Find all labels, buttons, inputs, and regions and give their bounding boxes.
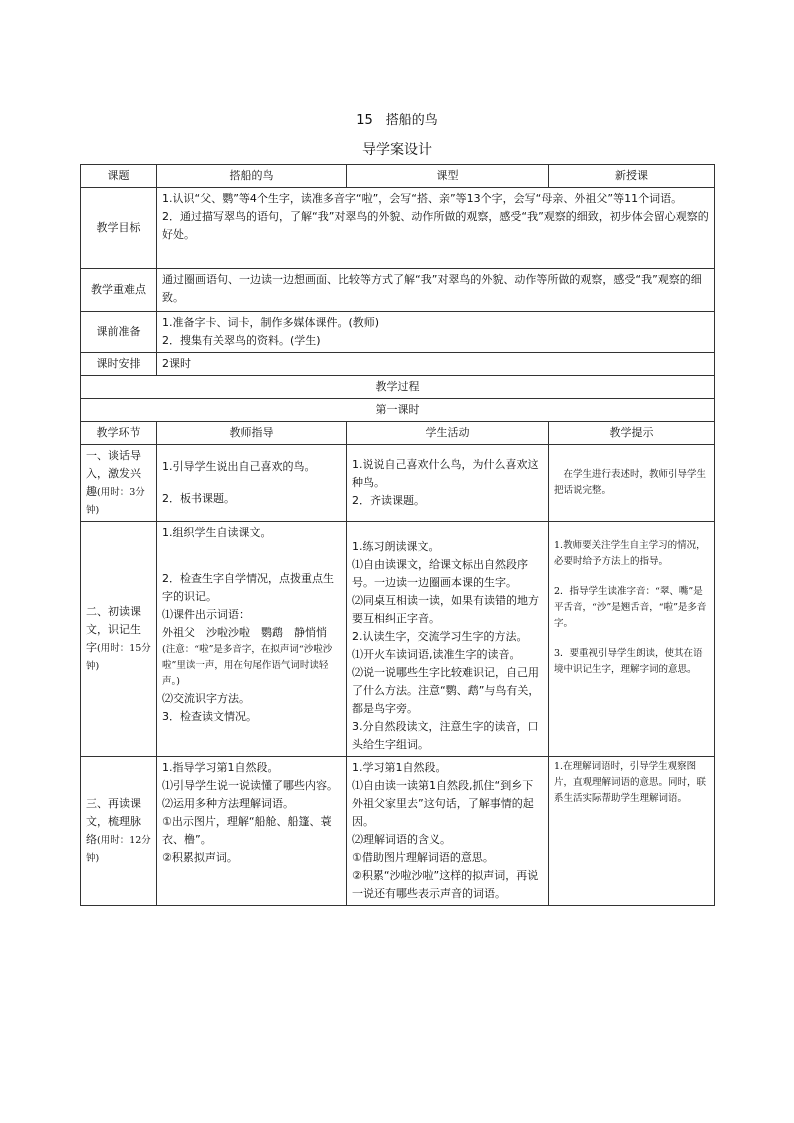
- table-row: [81, 445, 715, 522]
- stage-cell: [81, 522, 157, 757]
- column-header: 教学提示: [549, 422, 715, 445]
- student-line: 3.分自然段读文，注意生字的读音，口头给生字组词。: [352, 720, 539, 751]
- tip-line: 2．指导学生读准字音：“翠、嘴”是平舌音，“沙”是翘舌音，“啦”是多音字。: [554, 586, 707, 629]
- teacher-line: ②积累拟声词。: [162, 851, 238, 864]
- schedule-label: 课时安排: [81, 353, 157, 376]
- teacher-line: ⑴引导学生说一说读懂了哪些内容。: [162, 779, 338, 792]
- student-line: ⑴自由读课文，给课文标出自然段序号。一边读一边圈画本课的生字。: [352, 558, 528, 589]
- stage-name: 二、初读课文，识记生字: [86, 605, 141, 654]
- tips-cell: [549, 445, 715, 522]
- type-value: 新授课: [549, 165, 715, 188]
- column-header-row: [81, 422, 715, 445]
- column-header: 学生活动: [347, 422, 549, 445]
- column-header: 教学环节: [81, 422, 157, 445]
- tip-line: 3．要重视引导学生朗读，使其在语境中识记生字，理解字词的意思。: [554, 648, 703, 675]
- student-line: ①借助图片理解词语的意思。: [352, 851, 494, 864]
- teacher-line: 1.组织学生自读课文。: [162, 526, 272, 539]
- lesson-row: [81, 399, 715, 422]
- student-line: 1.练习朗读课文。: [352, 540, 440, 553]
- stage-cell: [81, 445, 157, 522]
- page-subtitle: 导学案设计: [362, 142, 432, 158]
- teacher-line: 1.指导学习第1自然段。: [162, 761, 279, 774]
- student-cell: [347, 757, 549, 906]
- student-line: ②积累“沙啦沙啦”这样的拟声词，再说一说还有哪些表示声音的词语。: [352, 869, 539, 900]
- goals-label: 教学目标: [81, 188, 157, 269]
- keypoints-content: 通过圈画语句、一边读一边想画面、比较等方式了解“我”对翠鸟的外貌、动作等所做的观察，感受“我”观察的细致。: [157, 269, 715, 312]
- student-line: 2．齐读课题。: [352, 494, 425, 507]
- tip-line: 在学生进行表述时，教师引导学生把话说完整。: [554, 469, 707, 496]
- stage-time: (用时：15分钟): [86, 643, 151, 672]
- topic-label: 课题: [81, 165, 157, 188]
- teacher-cell: [157, 522, 347, 757]
- stage-name: 一、谈话导入，激发兴趣: [86, 449, 141, 498]
- stage-cell: [81, 757, 157, 906]
- stage-time: (用时：12分钟): [86, 835, 151, 864]
- header-row: [81, 165, 715, 188]
- teacher-line: ①出示图片，理解“船舱、船篷、蓑衣、橹”。: [162, 815, 332, 846]
- teacher-line: ⑴课件出示词语：: [162, 608, 250, 621]
- prep-line: 1.准备字卡、词卡，制作多媒体课件。(教师): [162, 316, 380, 329]
- lesson-plan-table: [80, 164, 715, 906]
- goal-line: 1.认识“父、鹦”等4个生字，读准多音字“啦”，会写“搭、亲”等13个字，会写“母亲、外祖父”等11个词语。: [162, 192, 683, 205]
- prep-label: 课前准备: [81, 312, 157, 353]
- goals-content: [157, 188, 715, 269]
- page-title: 15 搭船的鸟: [356, 113, 438, 128]
- schedule-content: 2课时: [157, 353, 715, 376]
- lesson-heading: 第一课时: [81, 399, 715, 422]
- teacher-line: ⑵运用多种方法理解词语。: [162, 797, 294, 810]
- student-line: 2.认读生字，交流学习生字的方法。: [352, 630, 528, 643]
- process-heading: 教学过程: [81, 376, 715, 399]
- teacher-line: 外祖父 沙啦沙啦 鹦鹉 静悄悄: [162, 626, 327, 639]
- teacher-line: 3．检查读文情况。: [162, 710, 257, 723]
- stage-time: (用时：3分钟): [86, 487, 145, 516]
- goals-row: [81, 188, 715, 269]
- keypoints-label: 教学重难点: [81, 269, 157, 312]
- student-line: ⑴开火车读词语,读准生字的读音。: [352, 648, 521, 661]
- student-line: 1.学习第1自然段。: [352, 761, 447, 774]
- topic-value: 搭船的鸟: [157, 165, 347, 188]
- schedule-row: [81, 353, 715, 376]
- student-cell: [347, 522, 549, 757]
- teacher-line: 2．检查生字自学情况，点拨重点生字的识记。: [162, 572, 334, 603]
- tip-line: 1.在理解词语时，引导学生观察图片，直观理解词语的意思。同时，联系生活实际帮助学生理解词语。: [554, 761, 707, 804]
- teacher-line: 2．板书课题。: [162, 492, 235, 505]
- teacher-line: ⑵交流识字方法。: [162, 692, 250, 705]
- student-cell: [347, 445, 549, 522]
- goal-line: 2．通过描写翠鸟的语句，了解“我”对翠鸟的外貌、动作所做的观察，感受“我”观察的细致，初步体会留心观察的好处。: [162, 210, 709, 241]
- teacher-note: (注意：“啦”是多音字，在拟声词“沙啦沙啦”里读一声，用在句尾作语气词时读轻声。): [162, 644, 333, 687]
- teacher-cell: [157, 445, 347, 522]
- stage-name: 三、再读课文，梳理脉络: [86, 797, 141, 846]
- teacher-line: 1.引导学生说出自己喜欢的鸟。: [162, 460, 316, 473]
- teacher-cell: [157, 757, 347, 906]
- table-row: [81, 757, 715, 906]
- student-line: ⑵同桌互相读一读，如果有读错的地方要互相纠正字音。: [352, 594, 539, 625]
- keypoints-row: [81, 269, 715, 312]
- student-line: ⑵理解词语的含义。: [352, 833, 451, 846]
- student-line: 1.说说自己喜欢什么鸟，为什么喜欢这种鸟。: [352, 458, 539, 489]
- process-row: [81, 376, 715, 399]
- tips-cell: [549, 522, 715, 757]
- student-line: ⑴自由读一读第1自然段,抓住“到乡下外祖父家里去”这句话，了解事情的起因。: [352, 779, 534, 828]
- tip-line: 1.教师要关注学生自主学习的情况，必要时给予方法上的指导。: [554, 540, 706, 567]
- tips-cell: [549, 757, 715, 906]
- prep-line: 2．搜集有关翠鸟的资料。(学生): [162, 334, 321, 347]
- prep-row: [81, 312, 715, 353]
- column-header: 教师指导: [157, 422, 347, 445]
- type-label: 课型: [347, 165, 549, 188]
- prep-content: [157, 312, 715, 353]
- student-line: ⑵说一说哪些生字比较难识记，自己用了什么方法。注意“鹦、鹉”与鸟有关，都是鸟字旁。: [352, 666, 540, 715]
- table-row: [81, 522, 715, 757]
